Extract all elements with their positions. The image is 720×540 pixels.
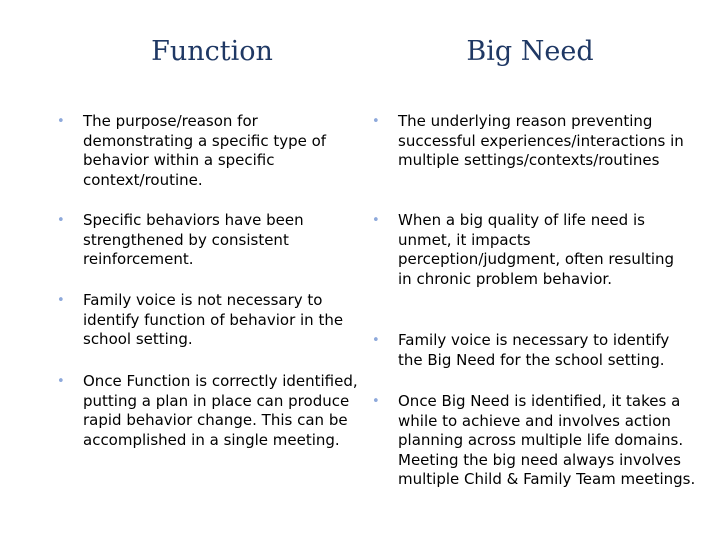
big-need-bullet-item — [372, 211, 680, 289]
bullet-icon: • — [372, 333, 380, 348]
function-bullet-text: Family voice is not necessary to identify function of behavior in the school setting. — [83, 291, 344, 348]
bullet-icon: • — [372, 114, 380, 129]
function-bullet-text: Specific behaviors have been strengthened by consistent reinforcement. — [83, 211, 304, 268]
function-bullet-text: The purpose/reason for demonstrating a specific type of behavior within a specific context/routine. — [83, 112, 327, 189]
bullet-icon: • — [57, 213, 65, 228]
big-need-bullet-item — [372, 392, 698, 490]
function-heading: Function — [151, 36, 273, 67]
big-need-heading: Big Need — [466, 36, 594, 67]
big-need-bullet-text: When a big quality of life need is unmet, it impacts perception/judgment, often resulting in chronic problem behavior. — [398, 211, 675, 288]
big-need-bullet-text: Family voice is necessary to identify the Big Need for the school setting. — [398, 331, 670, 369]
big-need-bullet-text: The underlying reason preventing successful experiences/interactions in multiple settings/contexts/routines — [398, 112, 684, 169]
bullet-icon: • — [372, 394, 380, 409]
bullet-icon: • — [57, 374, 65, 389]
big-need-bullet-text: Once Big Need is identified, it takes a while to achieve and involves action planning across multiple life domains. Meeting the big need always involves multiple Child & Family Team meetings. — [398, 392, 696, 488]
bullet-icon: • — [57, 293, 65, 308]
function-bullet-text: Once Function is correctly identified, putting a plan in place can produce rapid behavior change. This can be accomplished in a single meeting. — [83, 372, 358, 449]
big-need-bullet-item — [372, 331, 698, 370]
big-need-bullet-item — [372, 112, 698, 171]
bullet-icon: • — [372, 213, 380, 228]
bullet-icon: • — [57, 114, 65, 129]
